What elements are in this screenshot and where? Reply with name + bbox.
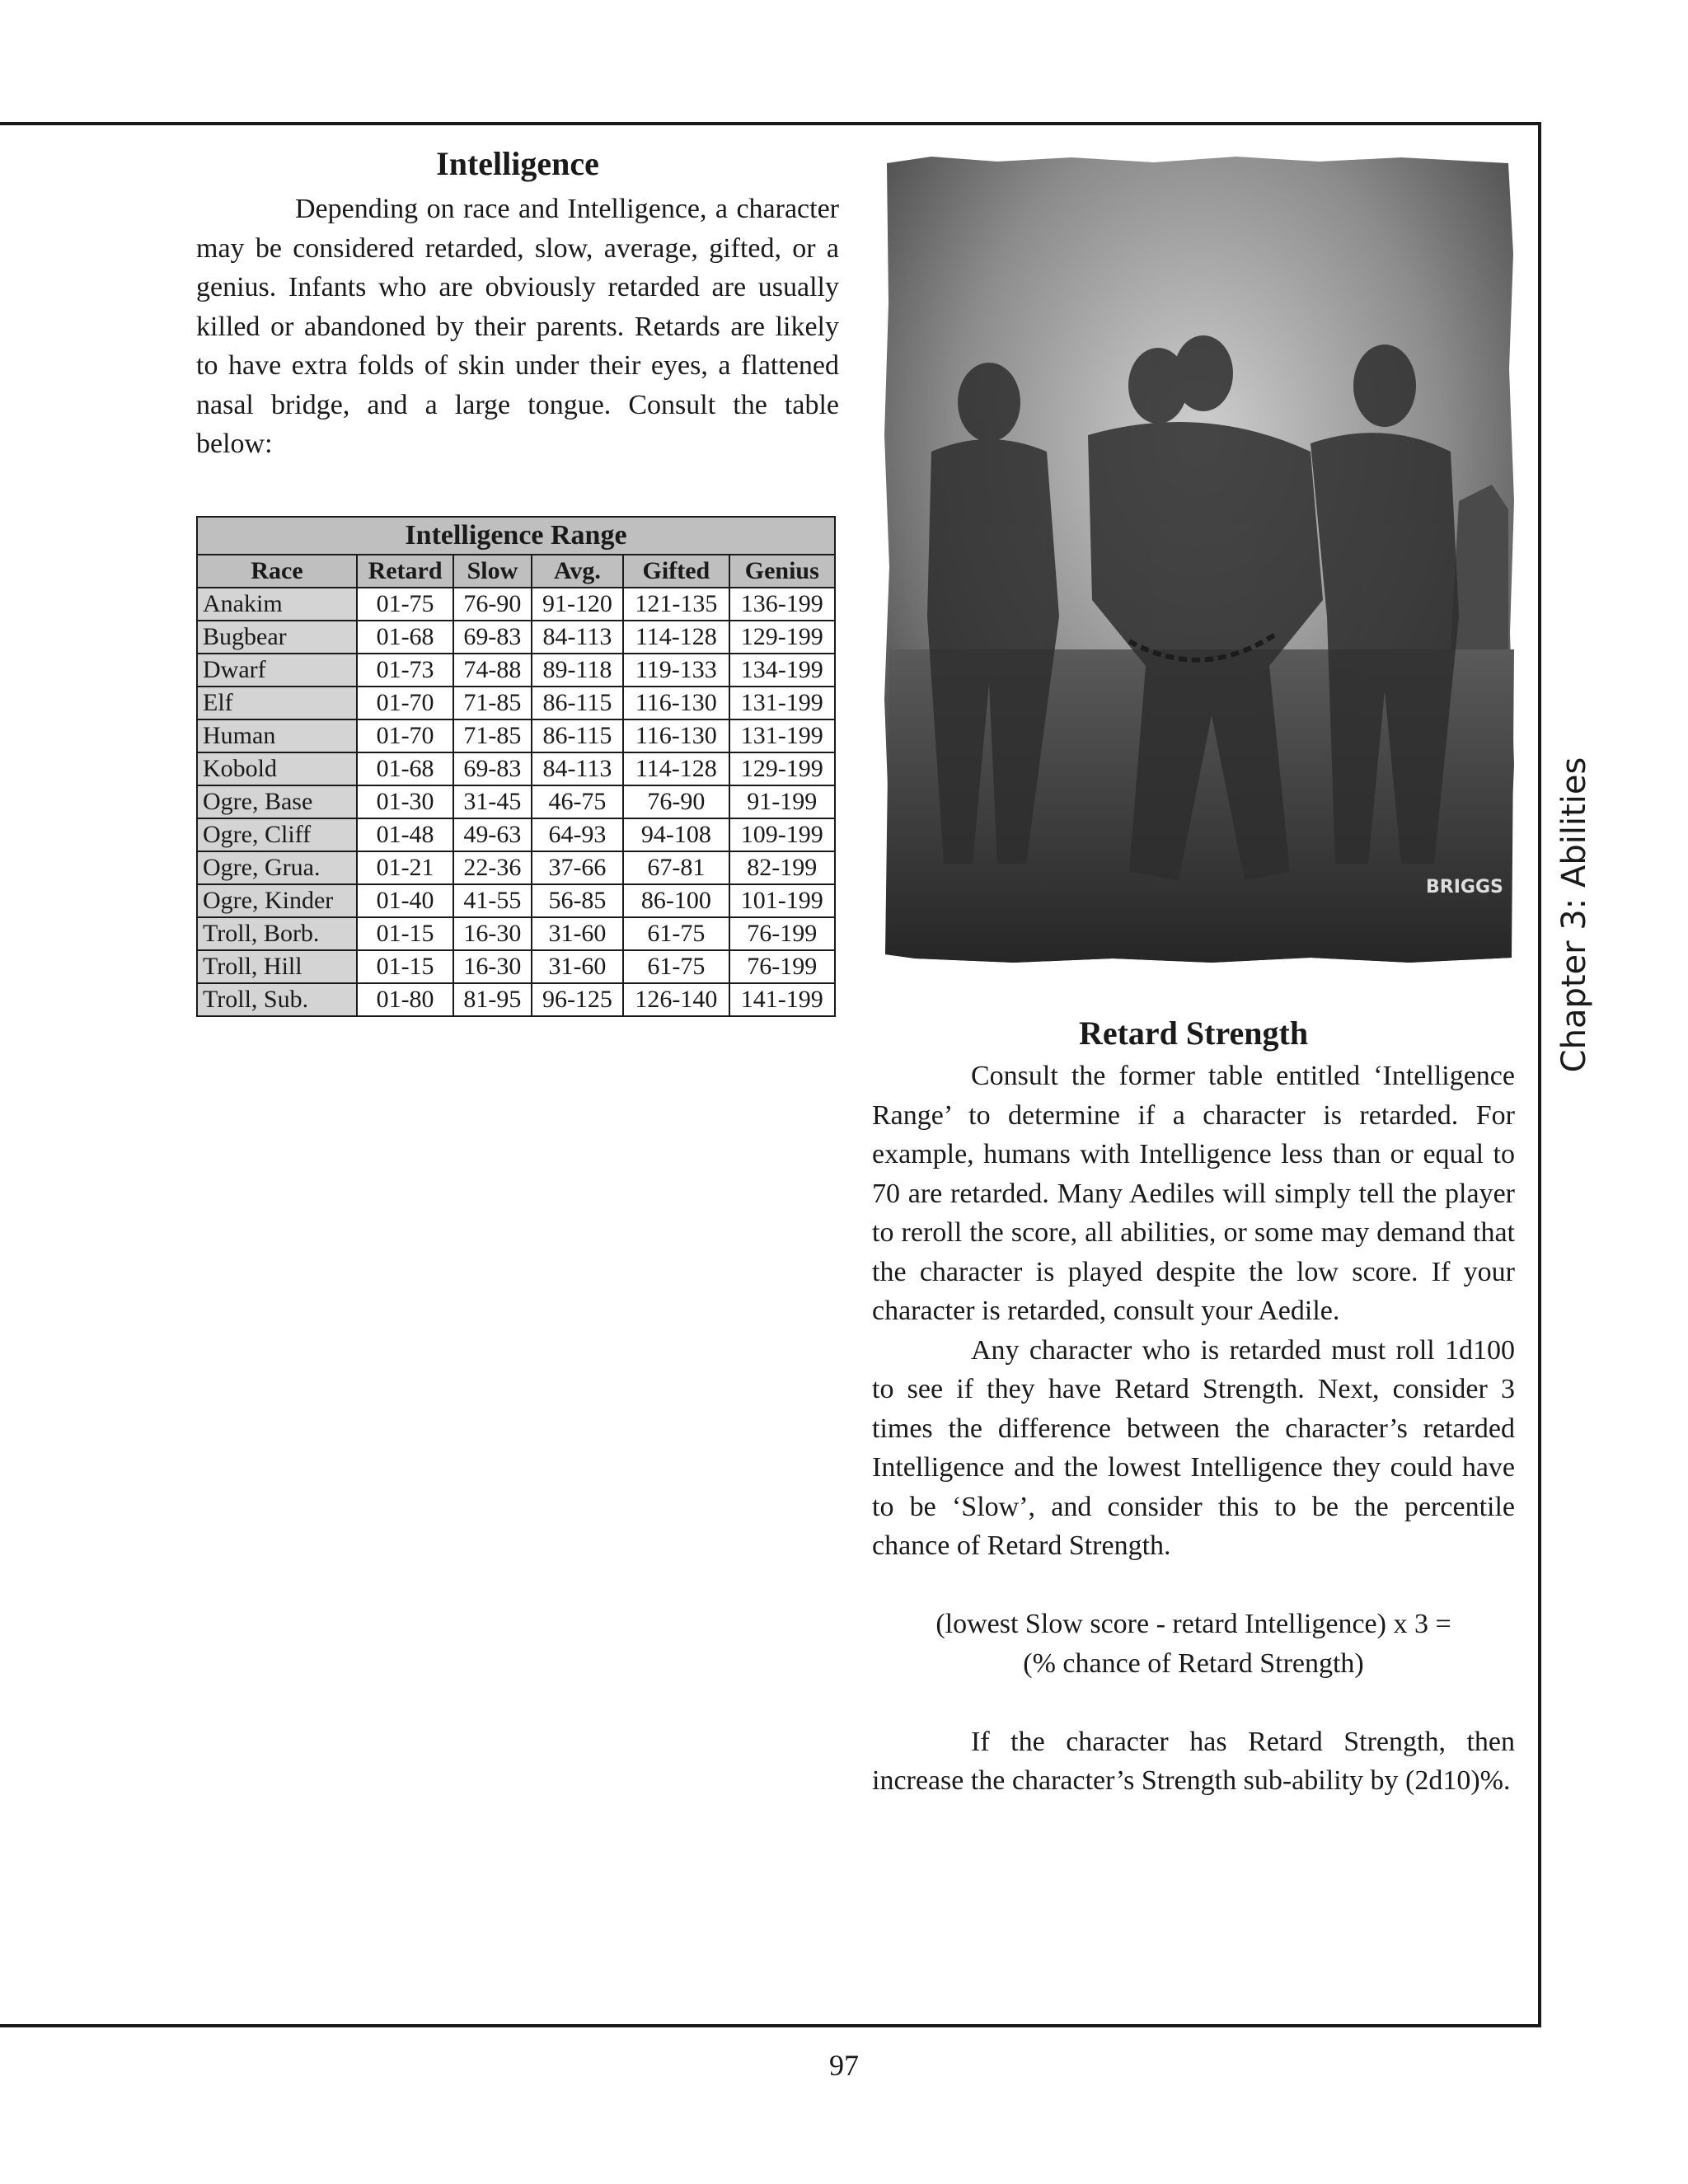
range-cell: 76-199 — [729, 917, 835, 950]
table-row — [197, 884, 835, 917]
range-cell: 81-95 — [453, 983, 532, 1016]
range-cell: 16-30 — [453, 950, 532, 983]
range-cell: 119-133 — [623, 654, 729, 687]
range-cell: 37-66 — [532, 851, 623, 884]
range-cell: 01-21 — [357, 851, 453, 884]
table-header-avg: Avg. — [532, 555, 623, 588]
table-row — [197, 654, 835, 687]
table-header-retard: Retard — [357, 555, 453, 588]
table-body — [197, 588, 835, 1016]
range-cell: 86-115 — [532, 687, 623, 719]
range-cell: 61-75 — [623, 917, 729, 950]
range-cell: 22-36 — [453, 851, 532, 884]
range-cell: 41-55 — [453, 884, 532, 917]
race-cell: Dwarf — [197, 654, 357, 687]
range-cell: 69-83 — [453, 621, 532, 654]
range-cell: 31-60 — [532, 950, 623, 983]
intelligence-heading: Intelligence — [436, 145, 599, 182]
range-cell: 67-81 — [623, 851, 729, 884]
intelligence-paragraph: Depending on race and Intelligence, a character may be considered retarded, slow, average, gifted, or a genius. Infants who are obviously retarded are usually killed or abandoned by their parents. Retards are likely to have extra folds of skin under their eyes, a flattened nasal bridge, and a large tongue. Consult the table below: — [196, 194, 839, 459]
range-cell: 76-90 — [453, 588, 532, 621]
range-cell: 64-93 — [532, 818, 623, 851]
range-cell: 84-113 — [532, 621, 623, 654]
range-cell: 86-115 — [532, 719, 623, 752]
race-cell: Troll, Hill — [197, 950, 357, 983]
race-cell: Elf — [197, 687, 357, 719]
range-cell: 82-199 — [729, 851, 835, 884]
table-row — [197, 785, 835, 818]
formula-line-1: (lowest Slow score - retard Intelligence) x 3 = — [935, 1609, 1451, 1639]
range-cell: 71-85 — [453, 719, 532, 752]
race-cell: Ogre, Cliff — [197, 818, 357, 851]
race-cell: Troll, Borb. — [197, 917, 357, 950]
range-cell: 01-48 — [357, 818, 453, 851]
range-cell: 141-199 — [729, 983, 835, 1016]
table-row — [197, 851, 835, 884]
range-cell: 129-199 — [729, 752, 835, 785]
race-cell: Bugbear — [197, 621, 357, 654]
range-cell: 01-70 — [357, 719, 453, 752]
range-cell: 76-199 — [729, 950, 835, 983]
range-cell: 94-108 — [623, 818, 729, 851]
table-row — [197, 983, 835, 1016]
race-cell: Ogre, Grua. — [197, 851, 357, 884]
artist-signature: BRIGGS — [1426, 877, 1503, 898]
range-cell: 01-30 — [357, 785, 453, 818]
range-cell: 114-128 — [623, 621, 729, 654]
range-cell: 74-88 — [453, 654, 532, 687]
range-cell: 01-40 — [357, 884, 453, 917]
race-cell: Human — [197, 719, 357, 752]
range-cell: 49-63 — [453, 818, 532, 851]
range-cell: 116-130 — [623, 719, 729, 752]
race-cell: Ogre, Kinder — [197, 884, 357, 917]
range-cell: 129-199 — [729, 621, 835, 654]
table-header-genius: Genius — [729, 555, 835, 588]
table-row — [197, 950, 835, 983]
page-number: 97 — [829, 2049, 859, 2082]
table-row — [197, 752, 835, 785]
race-cell: Kobold — [197, 752, 357, 785]
range-cell: 89-118 — [532, 654, 623, 687]
range-cell: 126-140 — [623, 983, 729, 1016]
retard-strength-paragraph-3: If the character has Retard Strength, then increase the character’s Strength sub-ability by (2d10)%. — [872, 1726, 1515, 1796]
range-cell: 131-199 — [729, 687, 835, 719]
illustration — [882, 155, 1515, 964]
table-header-slow: Slow — [453, 555, 532, 588]
table-row — [197, 917, 835, 950]
range-cell: 86-100 — [623, 884, 729, 917]
range-cell: 71-85 — [453, 687, 532, 719]
range-cell: 56-85 — [532, 884, 623, 917]
range-cell: 109-199 — [729, 818, 835, 851]
retard-strength-paragraph-1: Consult the former table entitled ‘Intelligence Range’ to determine if a character is retarded. For example, humans with Intelligence less than or equal to 70 are retarded. Many Aediles will simply tell the player to reroll the score, all abilities, or some may demand that the character is played despite the low score. If your character is retarded, consult your Aedile. — [872, 1061, 1515, 1326]
range-cell: 01-73 — [357, 654, 453, 687]
table-row — [197, 687, 835, 719]
range-cell: 01-70 — [357, 687, 453, 719]
race-cell: Anakim — [197, 588, 357, 621]
range-cell: 114-128 — [623, 752, 729, 785]
range-cell: 01-68 — [357, 621, 453, 654]
table-header-gifted: Gifted — [623, 555, 729, 588]
range-cell: 01-68 — [357, 752, 453, 785]
range-cell: 116-130 — [623, 687, 729, 719]
table-row — [197, 719, 835, 752]
race-cell: Troll, Sub. — [197, 983, 357, 1016]
formula-line-2: (% chance of Retard Strength) — [1023, 1647, 1364, 1679]
chapter-side-tab: Chapter 3: Abilities — [1555, 757, 1593, 1073]
range-cell: 01-80 — [357, 983, 453, 1016]
range-cell: 31-45 — [453, 785, 532, 818]
range-cell: 91-199 — [729, 785, 835, 818]
retard-strength-heading: Retard Strength — [1078, 1015, 1309, 1052]
range-cell: 01-15 — [357, 917, 453, 950]
range-cell: 76-90 — [623, 785, 729, 818]
range-cell: 131-199 — [729, 719, 835, 752]
table-caption: Intelligence Range — [197, 517, 835, 555]
retard-strength-body — [872, 1057, 1515, 1801]
page-frame-right — [1538, 122, 1541, 2027]
table-row — [197, 588, 835, 621]
range-cell: 46-75 — [532, 785, 623, 818]
race-cell: Ogre, Base — [197, 785, 357, 818]
range-cell: 96-125 — [532, 983, 623, 1016]
range-cell: 01-15 — [357, 950, 453, 983]
page-frame-top — [0, 122, 1540, 125]
range-cell: 84-113 — [532, 752, 623, 785]
retard-strength-paragraph-2: Any character who is retarded must roll 1d100 to see if they have Retard Strength. Next, consider 3 times the difference between the character’s retarded Intelligence and the lowest Intelligence they could have to be ‘Slow’, and consider this to be the percentile chance of Retard Strength. — [872, 1334, 1515, 1561]
range-cell: 136-199 — [729, 588, 835, 621]
range-cell: 121-135 — [623, 588, 729, 621]
page-frame-bottom — [0, 2024, 1541, 2027]
range-cell: 31-60 — [532, 917, 623, 950]
table-row — [197, 818, 835, 851]
intelligence-range-table — [196, 516, 836, 1017]
ruined-wall — [1451, 485, 1508, 649]
range-cell: 101-199 — [729, 884, 835, 917]
range-cell: 91-120 — [532, 588, 623, 621]
range-cell: 01-75 — [357, 588, 453, 621]
intelligence-body — [196, 190, 839, 464]
range-cell: 69-83 — [453, 752, 532, 785]
table-header-race: Race — [197, 555, 357, 588]
table-row — [197, 621, 835, 654]
range-cell: 61-75 — [623, 950, 729, 983]
range-cell: 134-199 — [729, 654, 835, 687]
range-cell: 16-30 — [453, 917, 532, 950]
